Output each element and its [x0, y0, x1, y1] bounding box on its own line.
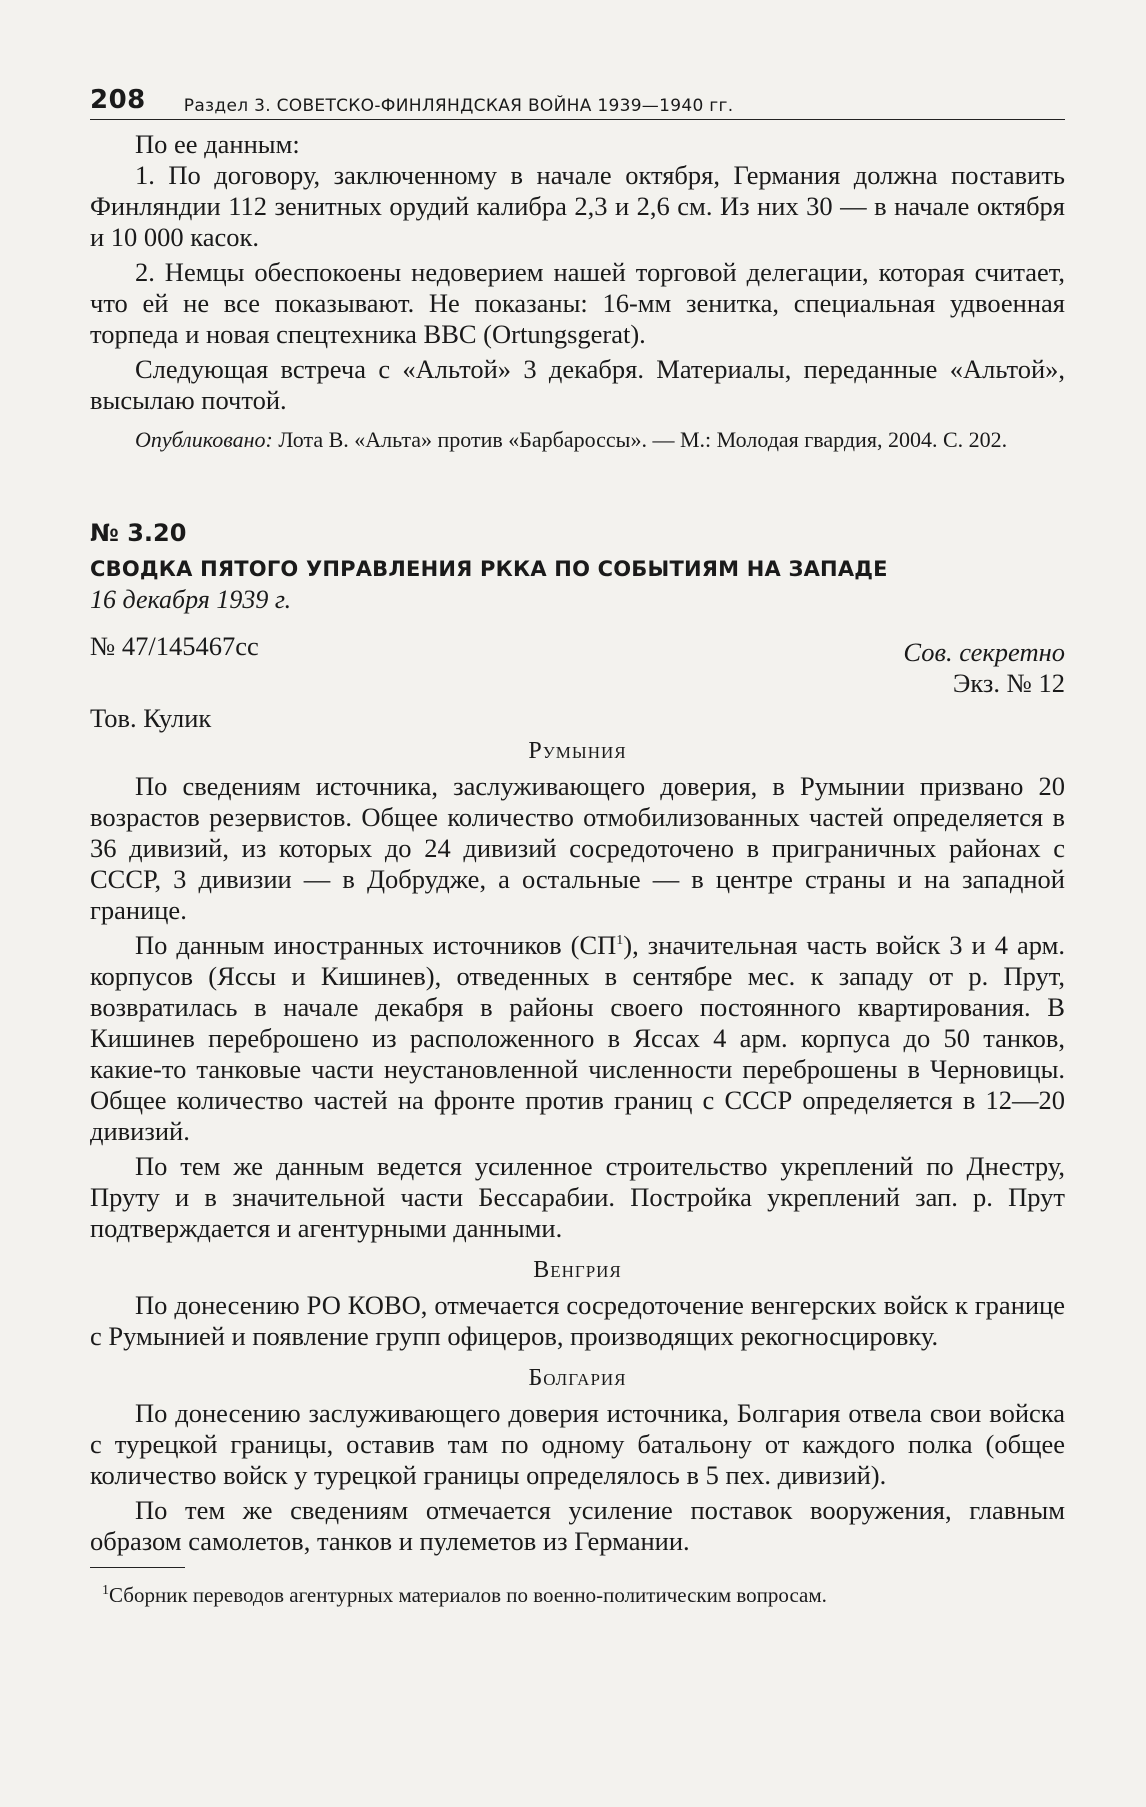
- book-page: [90, 85, 1065, 1609]
- secrecy-stamp: [903, 637, 1065, 699]
- bulgaria-paragraph: По тем же сведениям отмечается усиление поставок вооружения, главным образом самолетов, танков и пулеметов из Германии.: [90, 1495, 1065, 1556]
- romania-paragraph: По сведениям источника, заслуживающего доверия, в Румынии призвано 20 возрастов резервистов. Общее количество отмобилизованных частей определяется в 36 дивизий, из которых до 24 дивизий сосредоточено в приграничных районах с СССР, 3 дивизии — в Добрудже, а остальные — в центре страны и на западной границе.: [90, 771, 1065, 925]
- publication-label: Опубликовано:: [135, 427, 273, 452]
- copy-number: Экз. № 12: [952, 668, 1065, 698]
- publication-text: Лота В. «Альта» против «Барбароссы». — М.: Молодая гвардия, 2004. С. 202.: [272, 427, 1008, 452]
- running-title: Раздел 3. СОВЕТСКО-ФИНЛЯНДСКАЯ ВОЙНА 1939—1940 гг.: [183, 96, 734, 116]
- footnote-divider: [90, 1567, 185, 1568]
- page-number: 208: [90, 85, 146, 115]
- bulgaria-paragraph: По донесению заслуживающего доверия источника, Болгария отвела свои войска с турецкой границы, оставив там по одному батальону от каждого полка (общее количество войск у турецкой границы определялось в 5 пех. дивизий).: [90, 1398, 1065, 1490]
- document-title: СВОДКА ПЯТОГО УПРАВЛЕНИЯ РККА ПО СОБЫТИЯМ НА ЗАПАДЕ: [90, 557, 888, 581]
- page-header: [90, 85, 1065, 120]
- footnote-ref: 1: [616, 933, 624, 949]
- publication-note: [90, 426, 1065, 453]
- footnote-mark: 1: [102, 1583, 109, 1598]
- footnote: [90, 1582, 1065, 1609]
- document-number: № 3.20: [90, 519, 187, 547]
- romania-paragraph: [90, 930, 1065, 1147]
- section-title-romania: Румыния: [528, 738, 627, 764]
- addressee: Тов. Кулик: [90, 703, 212, 733]
- intro-paragraph: 1. По договору, заключенному в начале октября, Германия должна поставить Финляндии 112 зенитных орудий калибра 2,3 и 2,6 см. Из них 30 — в начале октября и 10 000 касок.: [90, 160, 1065, 252]
- secrecy-label: Сов. секретно: [903, 637, 1065, 667]
- paragraph-text: ), значительная часть войск 3 и 4 арм. корпусов (Яссы и Кишинев), отведенных в сентябре мес. к западу от р. Прут, возвратилась в начале декабря в районы своего постоянного квартирования. В Кишинев переброшено из расположенного в Яссах 4 арм. корпуса до 50 танков, какие-то танковые части неустановленной численности переброшены в Черновицы. Общее количество частей на фронте против границ с СССР определяется в 12—20 дивизий.: [90, 930, 1065, 1146]
- hungary-paragraph: По донесению РО КОВО, отмечается сосредоточение венгерских войск к границе с Румынией и появление групп офицеров, производящих рекогносцировку.: [90, 1290, 1065, 1351]
- paragraph-text: По данным иностранных источников (СП: [135, 930, 617, 960]
- romania-paragraph: По тем же данным ведется усиленное строительство укреплений по Днестру, Пруту и в значительной части Бессарабии. Постройка укреплений зап. р. Прут подтверждается и агентурными данными.: [90, 1151, 1065, 1243]
- intro-paragraph: 2. Немцы обеспокоены недоверием нашей торговой делегации, которая считает, что ей не все показывают. Не показаны: 16-мм зенитка, специальная удвоенная торпеда и новая спецтехника ВВС (Ortungsgerat).: [90, 257, 1065, 349]
- intro-paragraph: По ее данным:: [135, 129, 300, 159]
- section-title-bulgaria: Болгария: [528, 1365, 627, 1391]
- registration-number: № 47/145467сс: [90, 631, 259, 661]
- registration-row: [90, 631, 1065, 699]
- document-date: 16 декабря 1939 г.: [90, 585, 292, 614]
- footnote-text: Сборник переводов агентурных материалов по военно-политическим вопросам.: [109, 1583, 827, 1607]
- section-title-hungary: Венгрия: [533, 1257, 622, 1283]
- intro-paragraph: Следующая встреча с «Альтой» 3 декабря. Материалы, переданные «Альтой», высылаю почтой.: [90, 354, 1065, 415]
